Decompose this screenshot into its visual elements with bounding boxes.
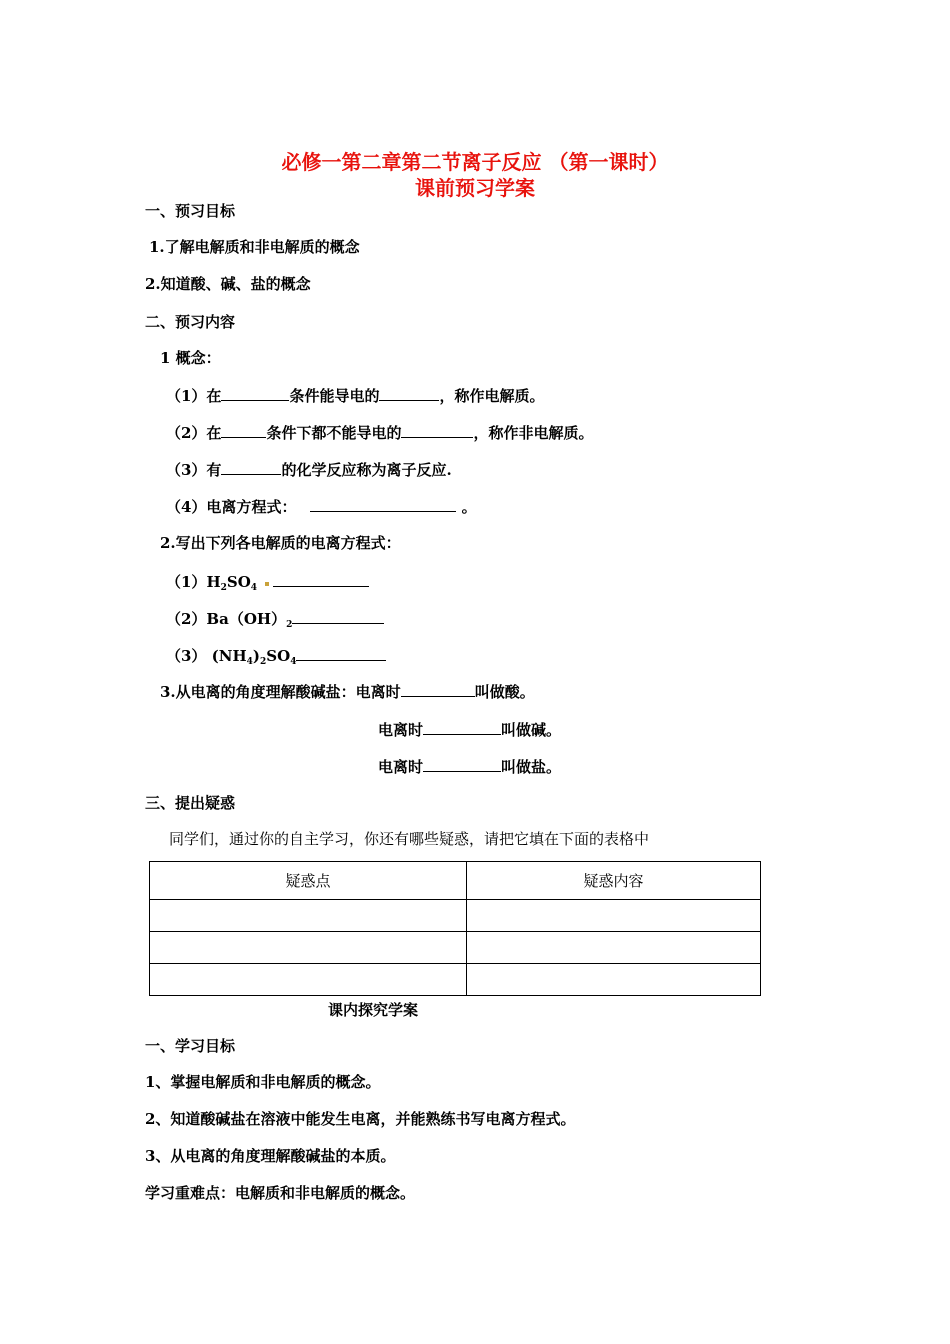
concept-1-c: ，称作电解质。 xyxy=(439,387,545,405)
blank-field[interactable] xyxy=(379,385,439,401)
subscript: 4 xyxy=(246,657,253,667)
blank-field[interactable] xyxy=(221,385,289,401)
blank-field[interactable] xyxy=(221,422,266,438)
concept-3-b: 的化学反应称为离子反应. xyxy=(281,461,452,479)
inclass-goal-3: 3、从电离的角度理解酸碱盐的本质。 xyxy=(145,1147,396,1165)
blank-field[interactable] xyxy=(221,459,281,475)
equation-1-label: （1） xyxy=(166,573,207,591)
q3-prefix: 电离时 xyxy=(378,758,424,776)
table-header: 疑惑点 xyxy=(150,862,467,900)
subscript: 2 xyxy=(286,620,293,630)
concept-2-c: ，称作非电解质。 xyxy=(473,424,594,442)
doc-subtitle: 课前预习学案 xyxy=(415,176,535,200)
blank-field[interactable] xyxy=(401,681,475,697)
acid-definition xyxy=(160,681,535,702)
inclass-title: 课内探究学案 xyxy=(328,1001,419,1019)
blank-field[interactable] xyxy=(423,756,501,772)
concept-1-b: 条件能导电的 xyxy=(289,387,380,405)
doubts-table xyxy=(149,861,761,996)
concept-4-b: 。 xyxy=(456,498,477,516)
concept-heading: 1 概念： xyxy=(160,349,221,367)
subscript: 4 xyxy=(290,657,297,667)
table-cell[interactable] xyxy=(467,932,761,964)
formula-part: ) xyxy=(252,647,261,665)
table-header-row xyxy=(150,862,761,900)
q3-prefix: 电离时 xyxy=(378,721,424,739)
q3-salt: 叫做盐。 xyxy=(501,758,562,776)
doubts-heading: 三、提出疑惑 xyxy=(145,794,236,812)
equation-2-label: （2）Ba（OH） xyxy=(166,610,287,628)
write-heading: 2.写出下列各电解质的电离方程式： xyxy=(160,534,401,552)
goal-2: 2.知道酸、碱、盐的概念 xyxy=(145,275,311,293)
formula-part: H xyxy=(206,573,221,591)
q3-acid: 叫做酸。 xyxy=(474,683,535,701)
inclass-goal-2: 2、知道酸碱盐在溶液中能发生电离，并能熟练书写电离方程式。 xyxy=(145,1110,576,1128)
blank-field[interactable] xyxy=(273,571,369,587)
inclass-goal-1: 1、掌握电解质和非电解质的概念。 xyxy=(145,1073,381,1091)
salt-definition xyxy=(378,756,561,777)
table-row xyxy=(150,964,761,996)
concept-2-a: （2）在 xyxy=(166,424,222,442)
subscript: 4 xyxy=(250,583,258,593)
doc-title: 必修一第二章第二节离子反应 （第一课时） xyxy=(281,150,669,174)
equation-3-label: （3） (NH xyxy=(166,647,247,665)
formula-part: SO xyxy=(226,573,251,591)
q3-prefix: 电离时 xyxy=(355,683,401,701)
key-points: 学习重难点：电解质和非电解质的概念。 xyxy=(145,1184,416,1202)
table-header: 疑惑内容 xyxy=(467,862,761,900)
concept-4-a: （4）电离方程式： xyxy=(166,498,297,516)
concept-4 xyxy=(166,496,477,517)
base-definition xyxy=(378,719,561,740)
table-cell[interactable] xyxy=(150,964,467,996)
concept-3 xyxy=(166,459,452,480)
blank-field[interactable] xyxy=(292,608,384,624)
blank-field[interactable] xyxy=(296,645,386,661)
equation-2 xyxy=(166,608,384,629)
q3-intro: 3.从电离的角度理解酸碱盐： xyxy=(160,683,356,701)
table-cell[interactable] xyxy=(150,932,467,964)
doubts-instruction: 同学们，通过你的自主学习，你还有哪些疑惑，请把它填在下面的表格中 xyxy=(169,830,650,848)
table-row xyxy=(150,932,761,964)
concept-2 xyxy=(166,422,593,443)
table-cell[interactable] xyxy=(467,964,761,996)
table-cell[interactable] xyxy=(467,900,761,932)
blank-field[interactable] xyxy=(423,719,501,735)
marker-dot xyxy=(265,582,269,586)
inclass-goals-heading: 一、学习目标 xyxy=(145,1037,236,1055)
concept-3-a: （3）有 xyxy=(166,461,222,479)
concept-2-b: 条件下都不能导电的 xyxy=(266,424,402,442)
blank-field[interactable] xyxy=(310,496,456,512)
equation-1 xyxy=(166,571,369,592)
table-row xyxy=(150,900,761,932)
subscript: 2 xyxy=(260,657,267,667)
goal-1: 1.了解电解质和非电解质的概念 xyxy=(149,238,360,256)
equation-3 xyxy=(166,645,386,666)
preview-goals-heading: 一、预习目标 xyxy=(145,202,236,220)
preview-content-heading: 二、预习内容 xyxy=(145,313,236,331)
q3-base: 叫做碱。 xyxy=(501,721,562,739)
concept-1 xyxy=(166,385,544,406)
table-cell[interactable] xyxy=(150,900,467,932)
subscript: 2 xyxy=(220,583,227,593)
formula-part: SO xyxy=(266,647,291,665)
concept-1-a: （1）在 xyxy=(166,387,222,405)
blank-field[interactable] xyxy=(401,422,473,438)
